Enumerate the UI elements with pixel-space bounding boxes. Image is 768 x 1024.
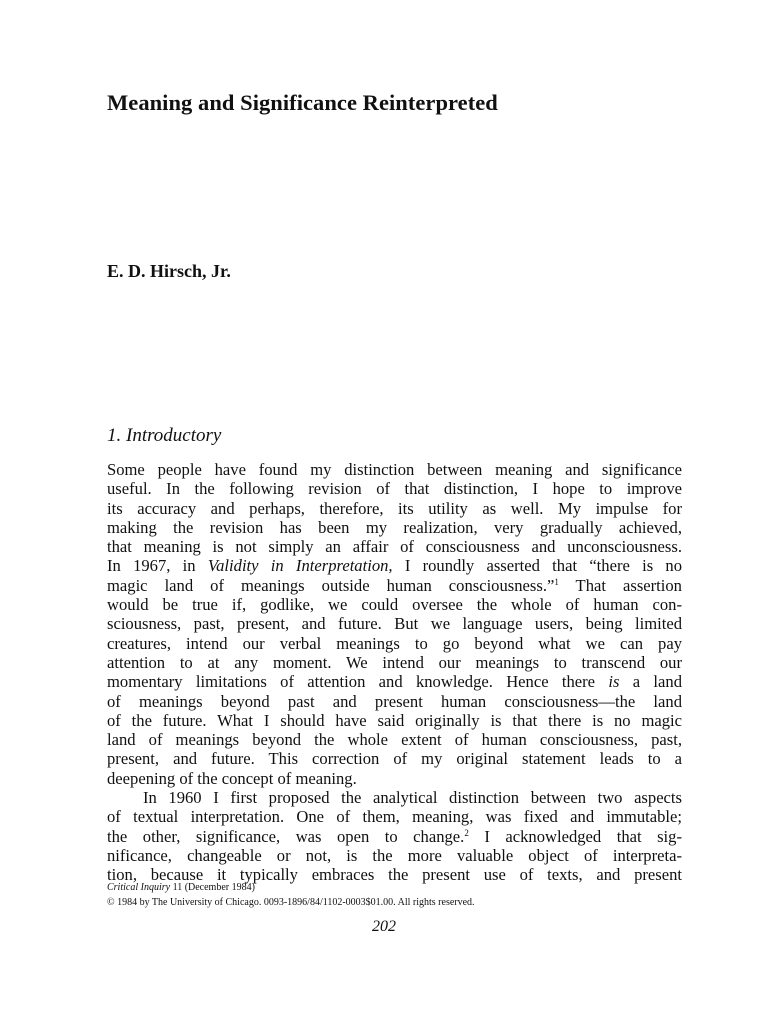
- journal-citation: [107, 881, 475, 896]
- text-line: sciousness, past, present, and future. But we language users, being limited: [107, 614, 682, 634]
- text-line: attention to at any moment. We intend our meanings to transcend our: [107, 652, 682, 672]
- page-footer: [107, 881, 475, 910]
- paragraph-2: [107, 788, 682, 884]
- text-run: momentary limitations of attention and knowledge. Hence there: [107, 672, 609, 692]
- paragraph-1: [107, 460, 682, 788]
- text-line: making the revision has been my realization, very gradually achieved,: [107, 517, 682, 537]
- author-name: E. D. Hirsch, Jr.: [107, 261, 231, 281]
- text-line: of meanings beyond past and present human consciousness—the land: [107, 691, 682, 711]
- text-run: I acknowledged that sig-: [468, 826, 682, 846]
- text-line: nificance, changeable or not, is the more valuable object of interpreta-: [107, 845, 682, 865]
- text-run: the other, significance, was open to change.: [107, 826, 465, 846]
- text-line: [107, 827, 682, 846]
- footnote-marker: 2: [464, 827, 469, 838]
- body-text: [107, 460, 682, 885]
- emphasis: is: [608, 672, 620, 692]
- text-line: In 1960 I first proposed the analytical distinction between two aspects: [143, 788, 682, 808]
- text-line: present, and future. This correction of my original statement leads to a: [107, 749, 682, 769]
- text-run: In 1967, in: [107, 556, 208, 576]
- text-line: [107, 672, 682, 691]
- text-line: deepening of the concept of meaning.: [107, 768, 357, 788]
- journal-issue: 11 (December 1984): [170, 882, 255, 893]
- text-line: its accuracy and perhaps, therefore, its utility as well. My impulse for: [107, 498, 682, 518]
- book-title-citation: Validity in Interpretation,: [207, 556, 393, 576]
- text-line: useful. In the following revision of that distinction, I hope to improve: [107, 479, 682, 499]
- copyright-notice: © 1984 by The University of Chicago. 0093-1896/84/1102-0003$01.00. All rights reserved.: [107, 896, 475, 908]
- text-run: I roundly asserted that “there is no: [392, 556, 683, 576]
- journal-name: Critical Inquiry: [107, 882, 171, 893]
- page-number: 202: [372, 918, 396, 935]
- text-run: a land: [619, 672, 682, 692]
- text-run: magic land of meanings outside human consciousness.”: [107, 575, 555, 595]
- section-heading: 1. Introductory: [107, 425, 222, 446]
- text-line: tion, because it typically embraces the present use of texts, and present: [107, 865, 682, 885]
- text-line: [107, 576, 682, 595]
- text-line: would be true if, godlike, we could oversee the whole of human con-: [107, 595, 682, 615]
- article-title: Meaning and Significance Reinterpreted: [107, 90, 498, 115]
- footnote-marker: 1: [554, 576, 559, 587]
- text-line: creatures, intend our verbal meanings to go beyond what we can pay: [107, 633, 682, 653]
- text-line: of the future. What I should have said originally is that there is no magic: [107, 710, 682, 730]
- text-run: That assertion: [558, 575, 682, 595]
- text-line: that meaning is not simply an affair of consciousness and unconsciousness.: [107, 537, 682, 557]
- text-line: land of meanings beyond the whole extent of human consciousness, past,: [107, 730, 682, 750]
- text-line: Some people have found my distinction between meaning and significance: [107, 460, 682, 479]
- text-line: of textual interpretation. One of them, meaning, was fixed and immutable;: [107, 807, 682, 827]
- text-line: [107, 556, 682, 575]
